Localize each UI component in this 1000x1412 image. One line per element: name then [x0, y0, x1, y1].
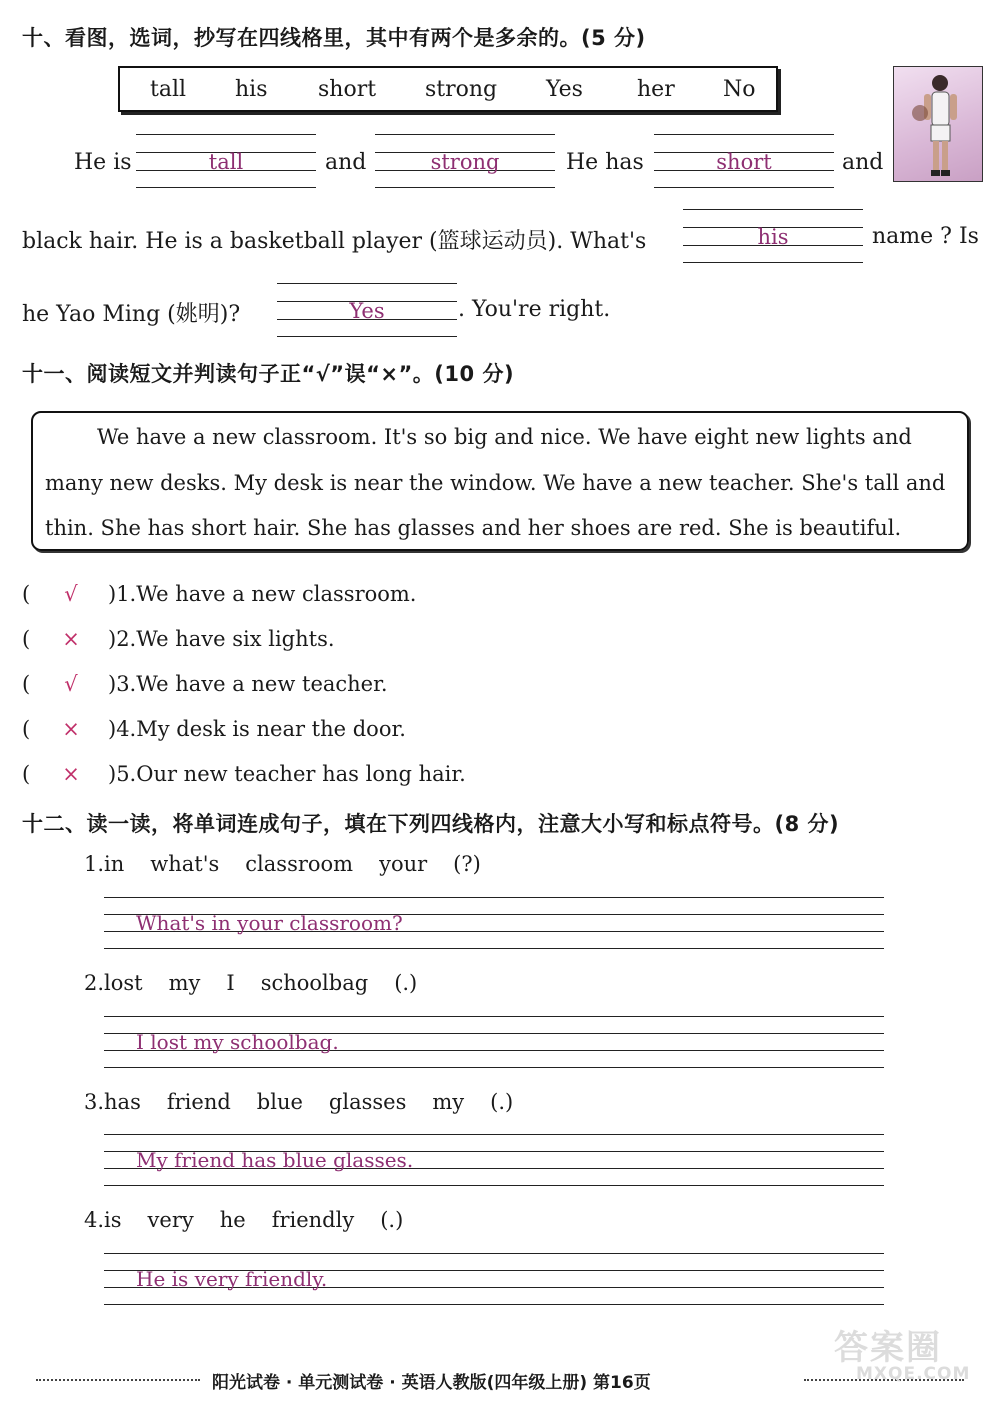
- answer-text: strong: [430, 150, 500, 174]
- judge-item: ( √ )1.We have a new classroom.: [22, 582, 417, 606]
- passage-line: many new desks. My desk is near the window. We have a new teacher. She's tall and: [45, 471, 946, 495]
- section-10-heading: 十、看图，选词，抄写在四线格里，其中有两个是多余的。(5 分): [22, 26, 646, 50]
- answer-text: tall: [208, 150, 244, 174]
- section-11-heading: 十一、阅读短文并判读句子正“√”误“×”。(10 分): [22, 362, 515, 386]
- word-bank-item: tall: [150, 77, 187, 102]
- basketball-player-photo: [893, 66, 983, 182]
- four-line-grid: [683, 207, 863, 263]
- four-line-grid: [104, 895, 884, 951]
- scrambled-words: 1.in what's classroom your (?): [84, 852, 481, 876]
- cross-mark-icon: ×: [62, 762, 80, 786]
- word-bank-item: strong: [425, 77, 498, 102]
- sentence-text: he Yao Ming (姚明)?: [22, 302, 241, 327]
- four-line-grid: [277, 281, 457, 337]
- player-figure-icon: [894, 67, 982, 181]
- four-line-grid: [654, 132, 834, 188]
- scrambled-words: 4.is very he friendly (.): [84, 1208, 404, 1232]
- reading-passage: [31, 411, 969, 551]
- section-12-heading: 十二、读一读，将单词连成句子，填在下列四线格内，注意大小写和标点符号。(8 分): [22, 812, 840, 836]
- sentence-text: . You're right.: [458, 297, 611, 322]
- footer-divider: [36, 1379, 200, 1381]
- judge-item: ( × )4.My desk is near the door.: [22, 717, 406, 741]
- passage-line: thin. She has short hair. She has glasses and her shoes are red. She is beautiful.: [45, 516, 902, 540]
- cross-mark-icon: ×: [62, 717, 80, 741]
- word-bank-item: short: [318, 77, 377, 102]
- four-line-grid: [136, 132, 316, 188]
- judge-item: ( √ )3.We have a new teacher.: [22, 672, 388, 696]
- sentence-text: He is: [74, 150, 132, 175]
- scrambled-words: 3.has friend blue glasses my (.): [84, 1090, 514, 1114]
- scrambled-words: 2.lost my I schoolbag (.): [84, 971, 418, 995]
- judge-item: ( × )5.Our new teacher has long hair.: [22, 762, 466, 786]
- word-bank-item: No: [723, 77, 756, 102]
- answer-text: My friend has blue glasses.: [136, 1148, 414, 1172]
- sentence-text: and: [325, 150, 367, 175]
- four-line-grid: [375, 132, 555, 188]
- answer-text: his: [757, 225, 789, 249]
- sentence-text: and: [842, 150, 884, 175]
- four-line-grid: [104, 1251, 884, 1307]
- sentence-text: He has: [566, 150, 644, 175]
- word-bank-item: Yes: [546, 77, 583, 102]
- word-bank: [118, 66, 778, 112]
- four-line-grid: [104, 1132, 884, 1188]
- sentence-text: name ? Is: [872, 224, 979, 249]
- sentence-text: black hair. He is a basketball player (篮球运动员). What's: [22, 229, 647, 254]
- answer-text: What's in your classroom?: [136, 911, 403, 935]
- cross-mark-icon: ×: [62, 627, 80, 651]
- word-bank-item: his: [235, 77, 268, 102]
- footer-text: 阳光试卷 · 单元测试卷 · 英语人教版(四年级上册) 第16页: [212, 1373, 651, 1393]
- four-line-grid: [104, 1014, 884, 1070]
- passage-line: We have a new classroom. It's so big and nice. We have eight new lights and: [97, 425, 912, 449]
- answer-text: short: [716, 150, 772, 174]
- check-mark-icon: √: [64, 672, 78, 696]
- word-bank-item: her: [637, 77, 675, 102]
- judge-item: ( × )2.We have six lights.: [22, 627, 335, 651]
- site-watermark: 答案圈 MXQE.COM: [834, 1328, 971, 1384]
- answer-text: Yes: [349, 299, 385, 323]
- answer-text: I lost my schoolbag.: [136, 1030, 339, 1054]
- check-mark-icon: √: [64, 582, 78, 606]
- answer-text: He is very friendly.: [136, 1267, 328, 1291]
